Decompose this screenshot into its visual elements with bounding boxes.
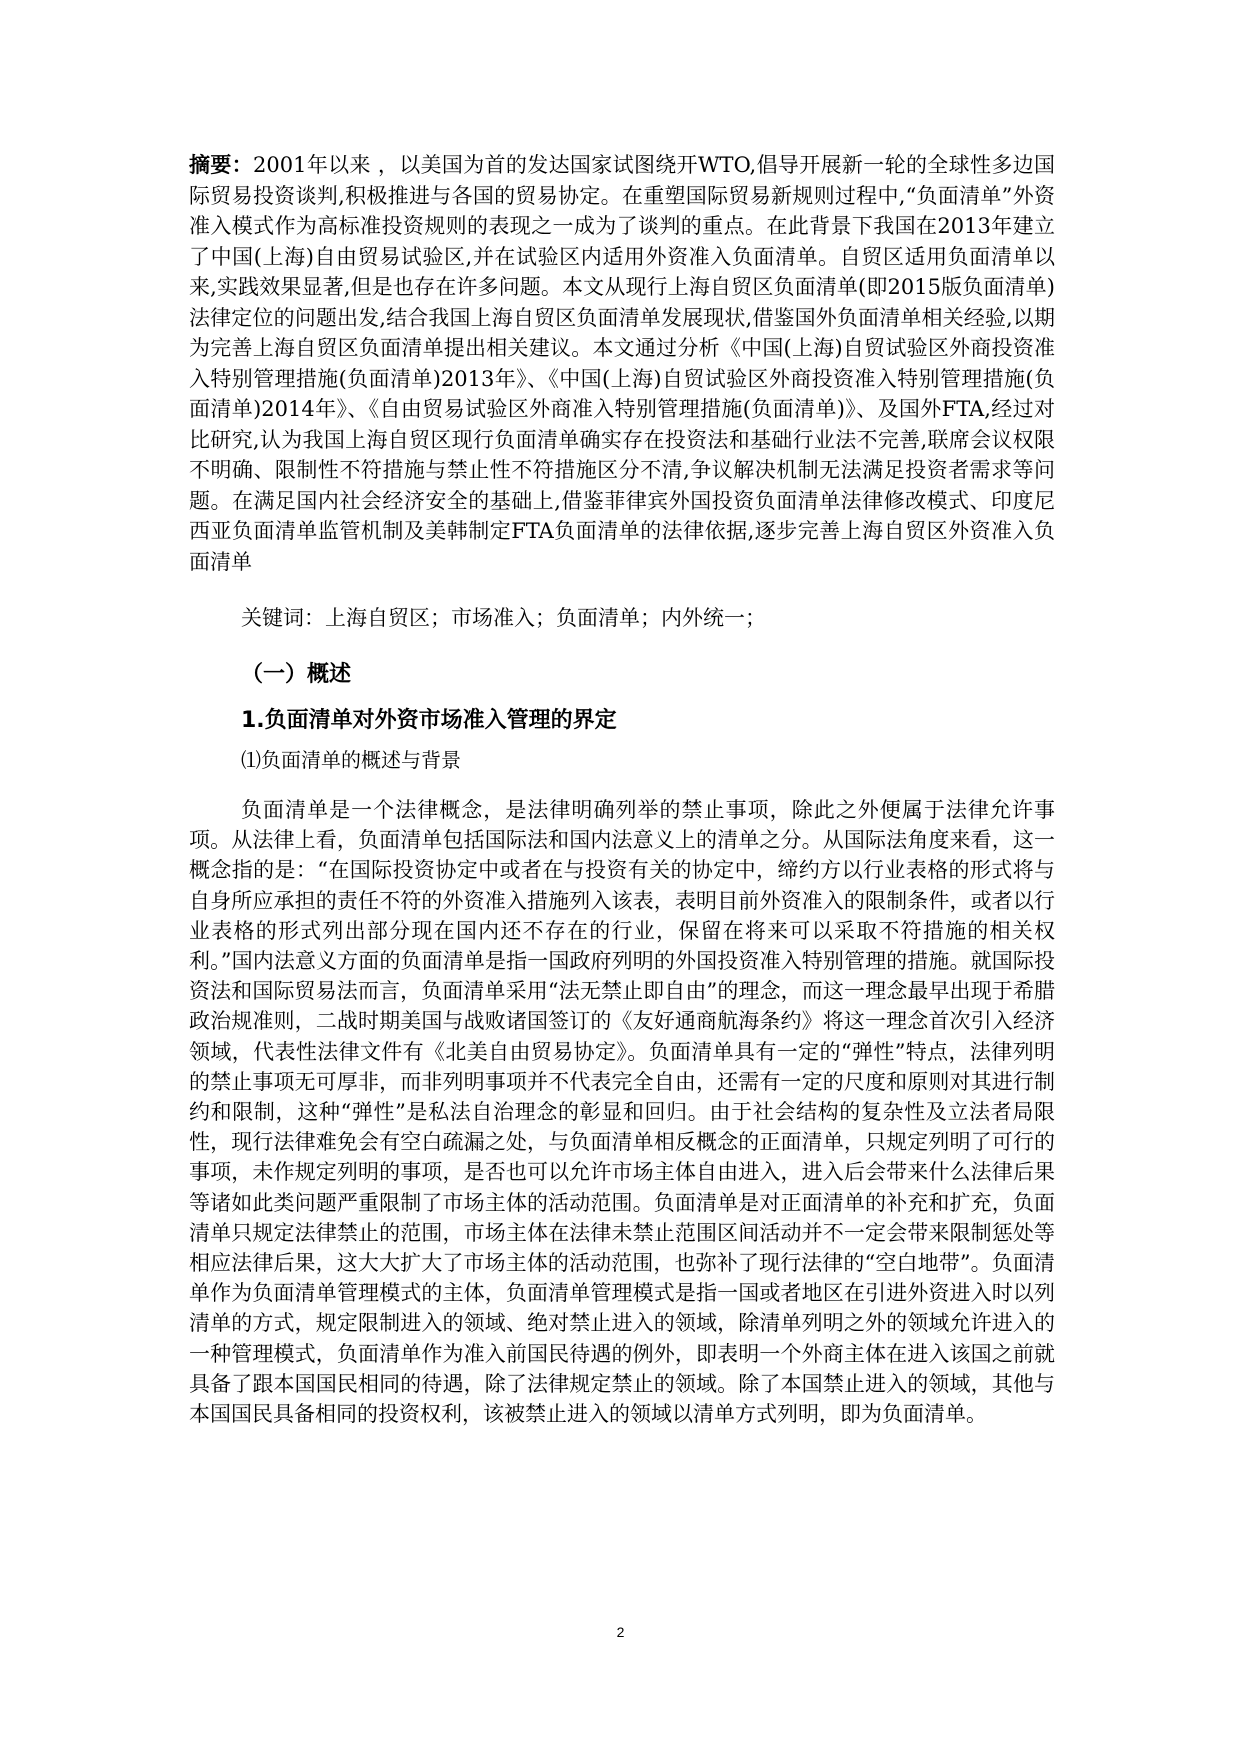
abstract-label: 摘要： [189, 153, 254, 177]
abstract-text: 2001年以来 ，以美国为首的发达国家试图绕开WTO,倡导开展新一轮的全球性多边国际贸易投资谈判,积极推进与各国的贸易协定。在重塑国际贸易新规则过程中,“负面清单”外资准入模式作为高标准投资规则的表现之一成为了谈判的重点。在此背景下我国在2013年建立了中国(上海)自由贸易试验区,并在试验区内适用外资准入负面清单。自贸区适用负面清单以来,实践效果显著,但是也存在许多问题。本文从现行上海自贸区负面清单(即2015版负面清单)法律定位的问题出发,结合我国上海自贸区负面清单发展现状,借鉴国外负面清单相关经验,以期为完善上海自贸区负面清单提出相关建议。本文通过分析《中国(上海)自贸试验区外商投资准入特别管理措施(负面清单)2013年》、《中国(上海)自贸试验区外商投资准入特别管理措施(负面清单)2014年》、《自由贸易试验区外商准入特别管理措施(负面清单)》、及国外FTA,经过对比研究,认为我国上海自贸区现行负面清单确实存在投资法和基础行业法不完善,联席会议权限不明确、限制性不符措施与禁止性不符措施区分不清,争议解决机制无法满足投资者需求等问题。在满足国内社会经济安全的基础上,借鉴菲律宾外国投资负面清单法律修改模式、印度尼西亚负面清单监管机制及美韩制定FTA负面清单的法律依据,逐步完善上海自贸区外资准入负面清单 [189, 153, 1056, 574]
body-paragraph: 负面清单是一个法律概念，是法律明确列举的禁止事项，除此之外便属于法律允许事项。从法律上看，负面清单包括国际法和国内法意义上的清单之分。从国际法角度来看，这一概念指的是：“在国际投资协定中或者在与投资有关的协定中，缔约方以行业表格的形式将与自身所应承担的责任不符的外资准入措施列入该表，表明目前外资准入的限制条件，或者以行业表格的形式列出部分现在国内还不存在的行业，保留在将来可以采取不符措施的相关权利。”国内法意义方面的负面清单是指一国政府列明的外国投资准入特别管理的措施。就国际投资法和国际贸易法而言，负面清单采用“法无禁止即自由”的理念，而这一理念最早出现于希腊政治规准则，二战时期美国与战败诸国签订的《友好通商航海条约》将这一理念首次引入经济领域，代表性法律文件有《北美自由贸易协定》。负面清单具有一定的“弹性”特点，法律列明的禁止事项无可厚非，而非列明事项并不代表完全自由，还需有一定的尺度和原则对其进行制约和限制，这种“弹性”是私法自治理念的彰显和回归。由于社会结构的复杂性及立法者局限性，现行法律难免会有空白疏漏之处，与负面清单相反概念的正面清单，只规定列明了可行的事项，未作规定列明的事项，是否也可以允许市场主体自由进入，进入后会带来什么法律后果等诸如此类问题严重限制了市场主体的活动范围。负面清单是对正面清单的补充和扩充，负面清单只规定法律禁止的范围，市场主体在法律未禁止范围区间活动并不一定会带来限制惩处等相应法律后果，这大大扩大了市场主体的活动范围，也弥补了现行法律的“空白地带”。负面清单作为负面清单管理模式的主体，负面清单管理模式是指一国或者地区在引进外资进入时以列清单的方式，规定限制进入的领域、绝对禁止进入的领域，除清单列明之外的领域允许进入的一种管理模式，负面清单作为准入前国民待遇的例外，即表明一个外商主体在进入该国之前就具备了跟本国国民相同的待遇，除了法律规定禁止的领域。除了本国禁止进入的领域，其他与本国国民具备相同的投资权利，该被禁止进入的领域以清单方式列明，即为负面清单。 [189, 798, 1055, 1427]
section-heading: （一）概述 [241, 662, 352, 687]
abstract-paragraph [189, 150, 1055, 577]
subsubsection-heading: ⑴负面清单的概述与背景 [241, 748, 461, 772]
page-number: 2 [616, 1624, 625, 1640]
subsection-heading: 1.负面清单对外资市场准入管理的界定 [241, 708, 617, 733]
keywords-line: 关键词：上海自贸区；市场准入；负面清单；内外统一； [241, 606, 766, 630]
page-content [189, 150, 1055, 1429]
